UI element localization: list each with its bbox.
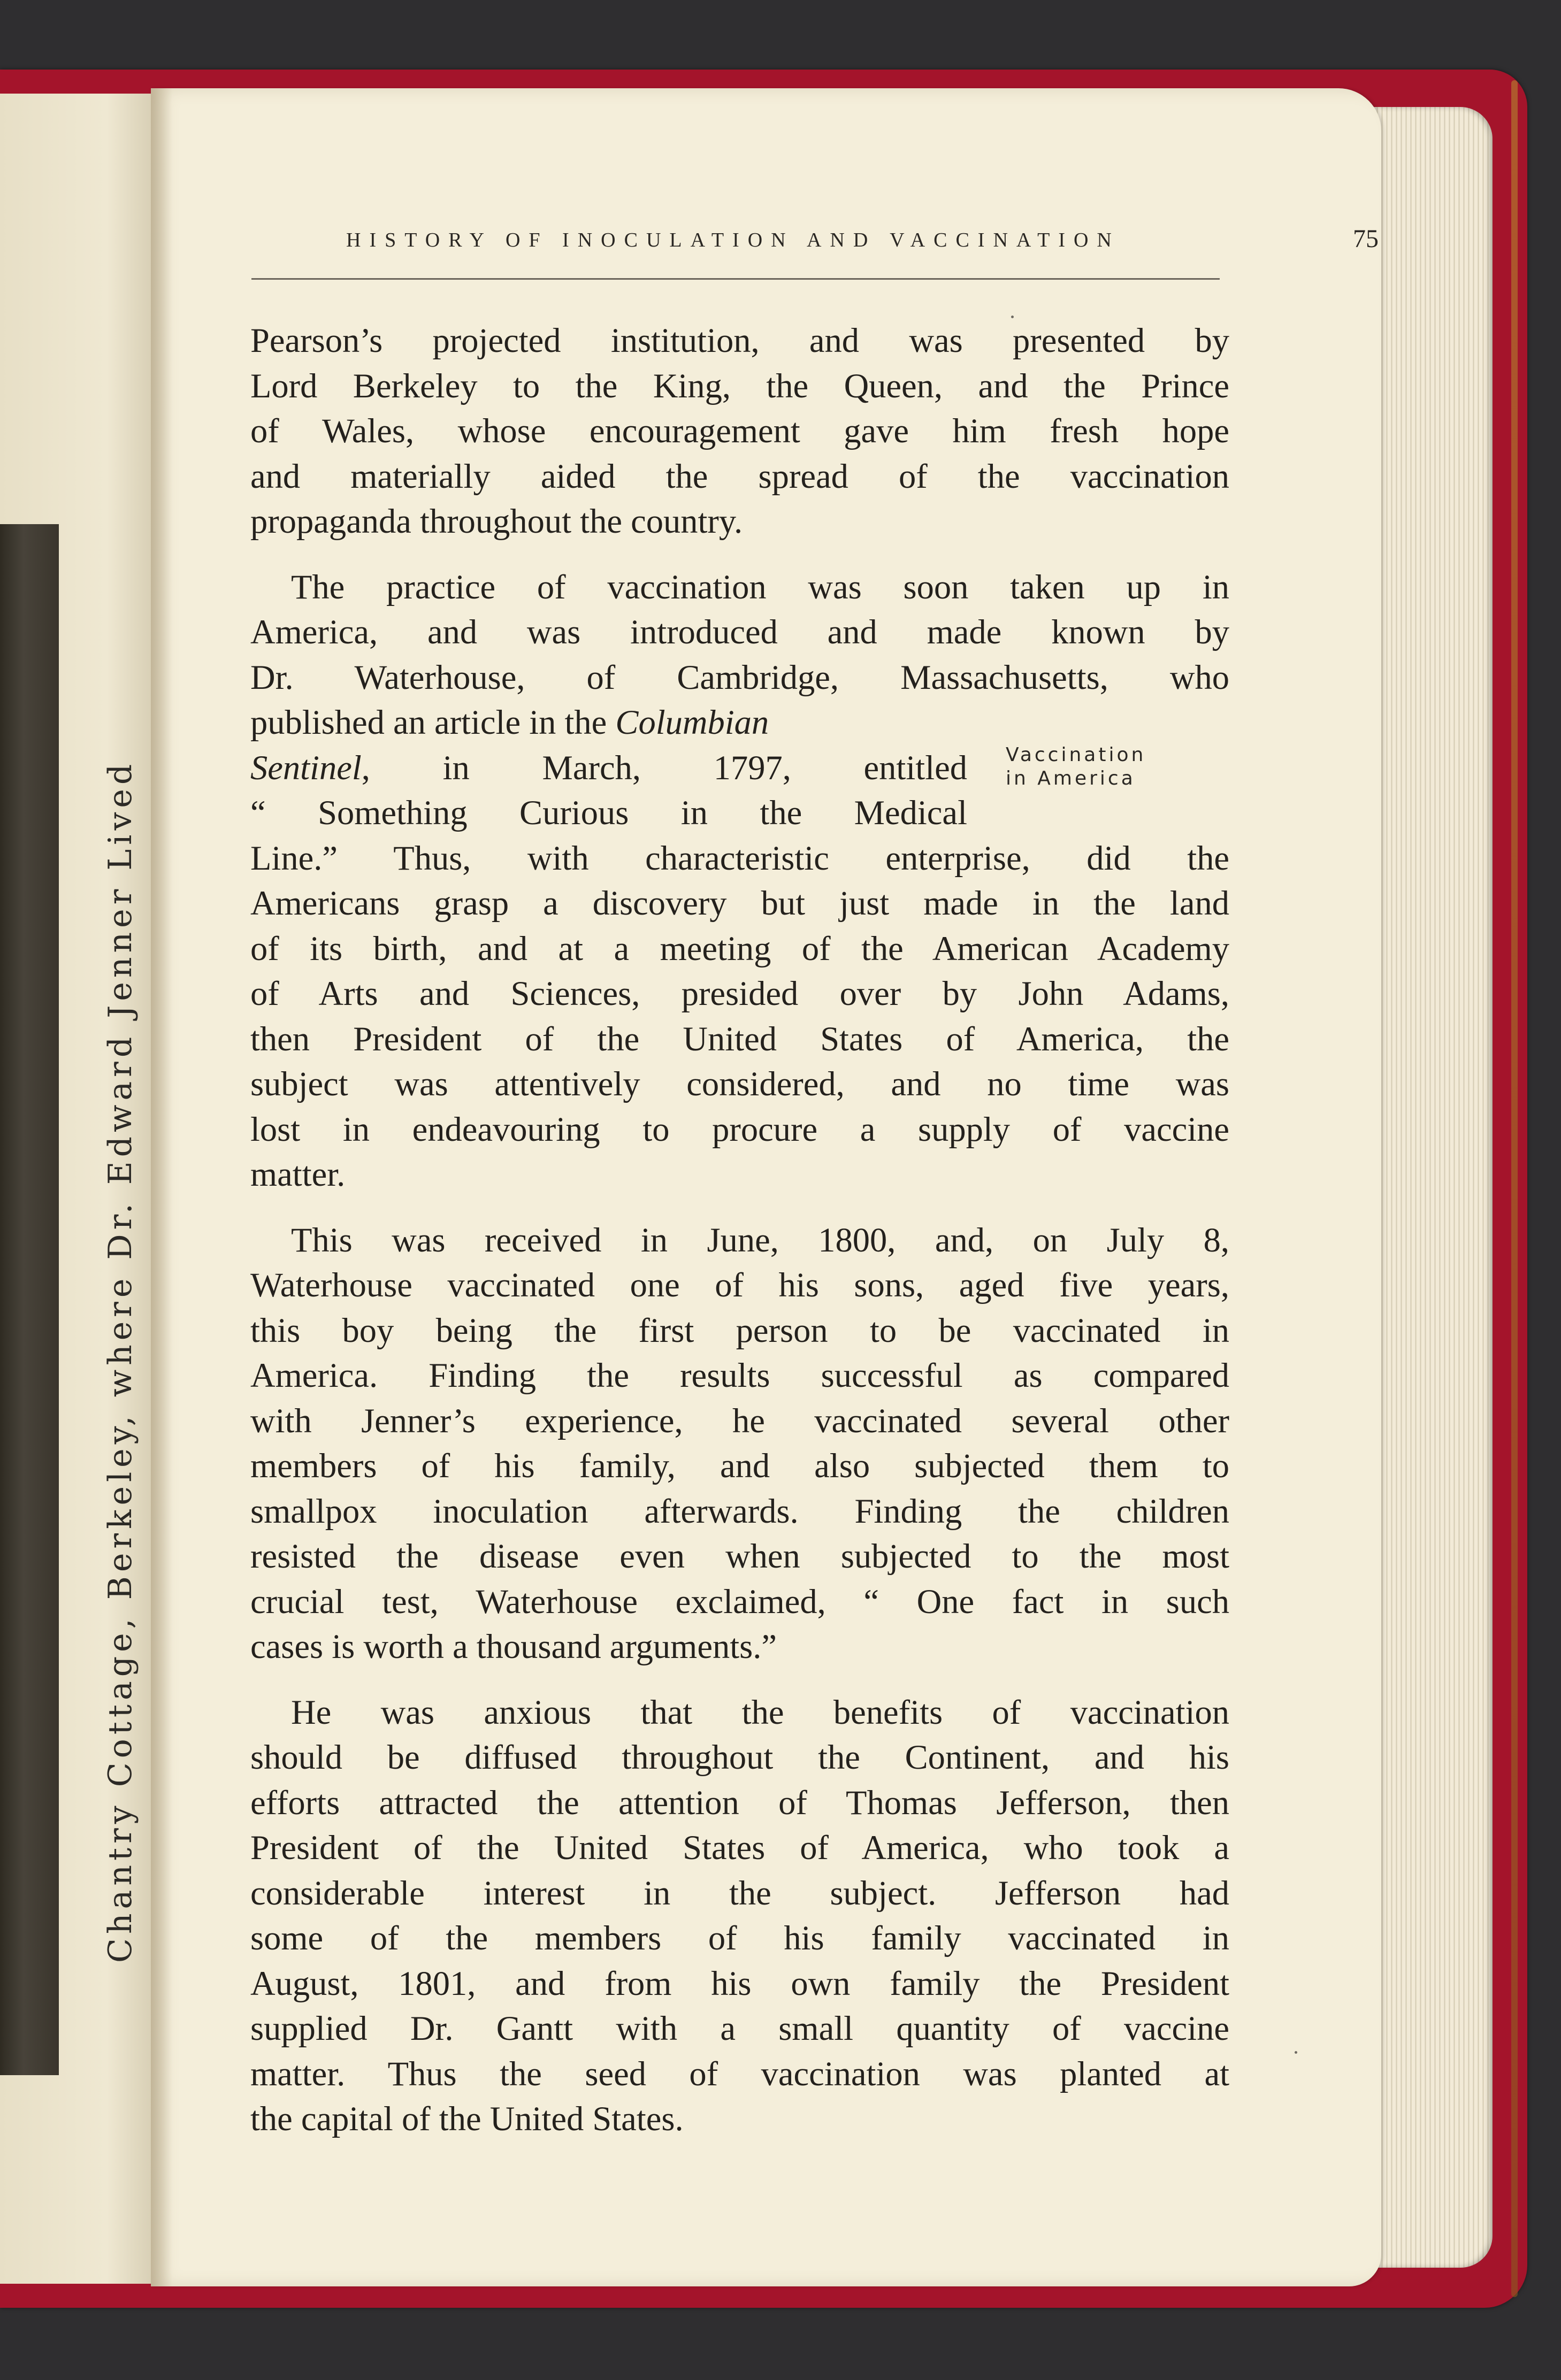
- paper-speck: [1295, 2051, 1297, 2054]
- running-title: HISTORY OF INOCULATION AND VACCINATION: [346, 229, 1120, 251]
- text-line: propaganda throughout the country.: [250, 502, 743, 540]
- paragraph-3: [250, 1218, 1229, 1670]
- page-gutter: [151, 88, 172, 2286]
- running-head: [346, 225, 1379, 266]
- text-run: , in March, 1797, entitled: [361, 748, 967, 787]
- text-line: Pearson’s projected institution, and was presented by: [250, 321, 1229, 359]
- text-line: He was anxious that the benefits of vaccination: [291, 1693, 1229, 1731]
- text-line: [250, 746, 967, 791]
- photo-plate: [0, 524, 59, 2075]
- italic-title: Sentinel: [250, 748, 362, 787]
- text-line: August, 1801, and from his own family the President: [250, 1964, 1229, 2002]
- text-line: The practice of vaccination was soon taken up in: [291, 567, 1229, 606]
- text-line: This was received in June, 1800, and, on July 8,: [291, 1220, 1229, 1259]
- text-line: of Arts and Sciences, presided over by John Adams,: [250, 974, 1229, 1012]
- text-line: America. Finding the results successful as compared: [250, 1356, 1229, 1394]
- margin-note-line: Vaccination: [1006, 744, 1146, 766]
- text-line: considerable interest in the subject. Jefferson had: [250, 1874, 1229, 1912]
- text-line: this boy being the first person to be vaccinated in: [250, 1311, 1229, 1349]
- text-line: Americans grasp a discovery but just made in the land: [250, 884, 1229, 922]
- text-line: matter. Thus the seed of vaccination was planted at: [250, 2054, 1229, 2093]
- plate-caption: Chantry Cottage, Berkeley, where Dr. Edward Jenner Lived: [102, 759, 139, 1963]
- text-line: “ Something Curious in the Medical: [250, 794, 967, 832]
- text-line: Lord Berkeley to the King, the Queen, and the Prince: [250, 366, 1229, 405]
- text-line: Waterhouse vaccinated one of his sons, aged five years,: [250, 1266, 1229, 1304]
- text-line: [250, 700, 967, 746]
- page-number: 75: [1353, 225, 1379, 253]
- text-run: published an article in the: [250, 703, 616, 741]
- text-line: with Jenner’s experience, he vaccinated several other: [250, 1401, 1229, 1440]
- margin-note-line: in America: [1006, 767, 1136, 789]
- text-line: President of the United States of America, who took a: [250, 1829, 1229, 1867]
- paragraph-4: [250, 1690, 1229, 2142]
- text-line: the capital of the United States.: [250, 2100, 684, 2138]
- text-line: America, and was introduced and made known by: [250, 613, 1229, 651]
- text-line: cases is worth a thousand arguments.”: [250, 1627, 777, 1665]
- text-line: matter.: [250, 1155, 346, 1193]
- text-line: crucial test, Waterhouse exclaimed, “ One fact in such: [250, 1582, 1229, 1621]
- cover-edge: [1511, 80, 1518, 2297]
- text-line: lost in endeavouring to procure a supply of vaccine: [250, 1110, 1229, 1148]
- header-rule: [251, 278, 1220, 280]
- text-line: smallpox inoculation afterwards. Finding the children: [250, 1492, 1229, 1530]
- text-line: efforts attracted the attention of Thomas Jefferson, then: [250, 1783, 1229, 1822]
- text-line: of Wales, whose encouragement gave him fresh hope: [250, 412, 1229, 450]
- body-text: [250, 318, 1229, 2142]
- text-line: members of his family, and also subjected them to: [250, 1447, 1229, 1485]
- text-line: supplied Dr. Gantt with a small quantity of vaccine: [250, 2009, 1229, 2047]
- text-line: subject was attentively considered, and no time was: [250, 1065, 1229, 1103]
- text-line: Line.” Thus, with characteristic enterprise, did the: [250, 839, 1229, 877]
- paragraph-2: [250, 565, 1229, 1197]
- text-line: and materially aided the spread of the vaccination: [250, 457, 1229, 495]
- italic-title: Columbian: [615, 703, 769, 741]
- margin-note: [1006, 743, 1146, 790]
- text-line: then President of the United States of America, the: [250, 1019, 1229, 1058]
- text-line: of its birth, and at a meeting of the American Academy: [250, 929, 1229, 968]
- text-line: some of the members of his family vaccinated in: [250, 1919, 1229, 1957]
- text-line: should be diffused throughout the Continent, and his: [250, 1738, 1229, 1776]
- paper-speck: [1011, 316, 1014, 318]
- text-line: Dr. Waterhouse, of Cambridge, Massachusetts, who: [250, 658, 1229, 696]
- text-line: resisted the disease even when subjected to the most: [250, 1537, 1229, 1575]
- paragraph-1: [250, 318, 1229, 544]
